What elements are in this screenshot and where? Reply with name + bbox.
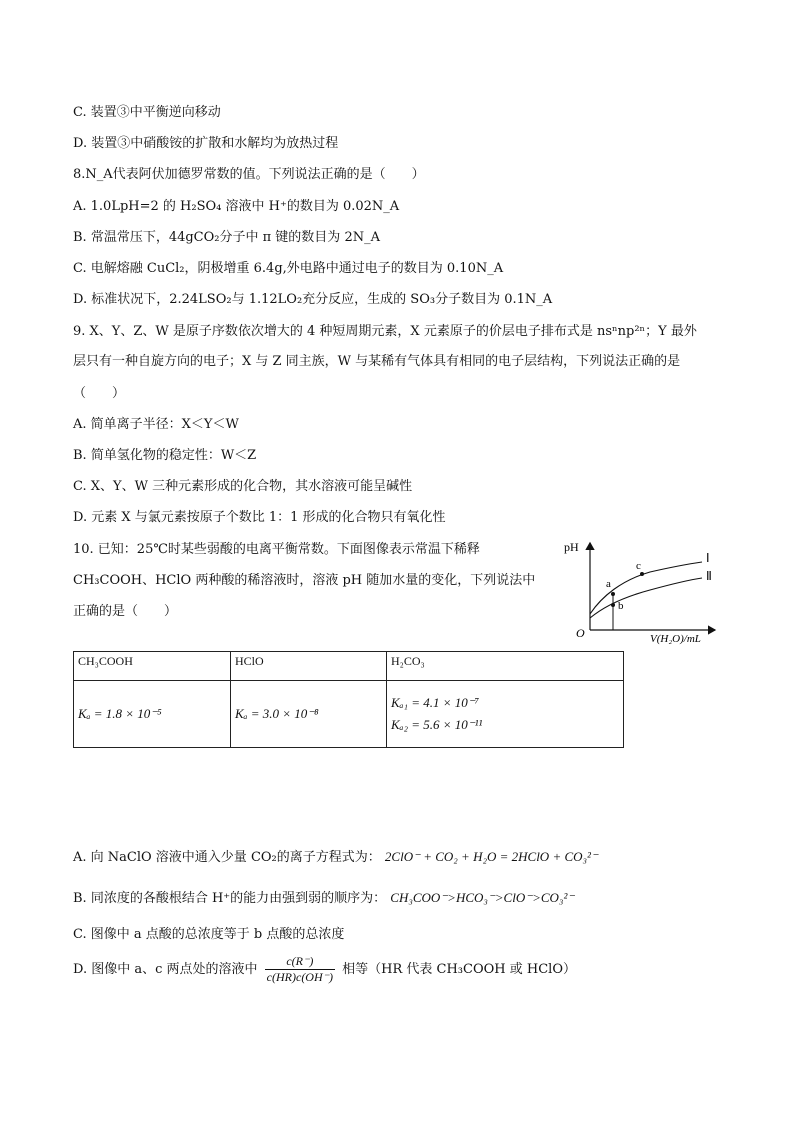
question-10-line1: 10. 已知：25℃时某些弱酸的电离平衡常数。下面图像表示常温下稀释 — [73, 542, 480, 557]
option-9d: D. 元素 X 与氯元素按原子个数比 1：1 形成的化合物只有氧化性 — [73, 510, 446, 525]
option-10c: C. 图像中 a 点酸的总浓度等于 b 点酸的总浓度 — [73, 927, 345, 942]
table-cell — [231, 681, 387, 748]
table-header-cell: HClO — [231, 652, 387, 681]
table-header-row — [74, 652, 624, 681]
concentration-fraction — [265, 954, 335, 985]
question-9-line3: （ ） — [73, 386, 126, 401]
option-8c: C. 电解熔融 CuCl₂，阴极增重 6.4g,外电路中通过电子的数目为 0.10N_A — [73, 261, 504, 276]
option-8b: B. 常温常压下，44gCO₂分子中 π 键的数目为 2N_A — [73, 230, 380, 245]
option-10b — [73, 889, 574, 908]
option-10a — [73, 848, 598, 867]
option-10b-text: B. 同浓度的各酸根结合 H⁺的能力由强到弱的顺序为： — [73, 891, 387, 906]
question-9-line1: 9. X、Y、Z、W 是原子序数依次增大的 4 种短周期元素，X 元素原子的价层电子排布式是 nsⁿnp²ⁿ；Y 最外 — [73, 324, 697, 339]
question-9-line2: 层只有一种自旋方向的电子；X 与 Z 同主族，W 与某稀有气体具有相同的电子层结构，下列说法正确的是 — [73, 354, 681, 369]
ka2-value: Kₐ₂ = 5.6 × 10⁻¹¹ — [391, 717, 483, 732]
curve-I-label: Ⅰ — [706, 551, 710, 565]
origin-label: O — [576, 626, 585, 640]
fraction-numerator: c(R⁻) — [265, 954, 335, 970]
option-10a-equation: 2ClO⁻ + CO₂ + H₂O = 2HClO + CO₃²⁻ — [384, 849, 598, 864]
table-row — [74, 681, 624, 748]
y-axis-label: pH — [564, 540, 579, 554]
option-10d — [73, 952, 576, 988]
ph-dilution-graph — [560, 538, 730, 653]
table-header-cell: H₂CO₃ — [387, 652, 624, 681]
question-8: 8.N_A代表阿伏加德罗常数的值。下列说法正确的是（ ） — [73, 167, 425, 182]
point-a-marker — [611, 592, 615, 596]
point-c-marker — [640, 572, 644, 576]
option-9b: B. 简单氢化物的稳定性：W＜Z — [73, 448, 257, 463]
option-9c: C. X、Y、W 三种元素形成的化合物，其水溶液可能呈碱性 — [73, 479, 413, 494]
ka1-value: Kₐ₁ = 4.1 × 10⁻⁷ — [391, 695, 480, 710]
option-7c: C. 装置③中平衡逆向移动 — [73, 105, 221, 120]
table-cell — [74, 681, 231, 748]
table-cell — [387, 681, 624, 748]
option-7d: D. 装置③中硝酸铵的扩散和水解均为放热过程 — [73, 136, 339, 151]
option-9a: A. 简单离子半径：X＜Y＜W — [73, 417, 239, 432]
option-10d-tail: 相等（HR 代表 CH₃COOH 或 HClO） — [342, 962, 576, 977]
question-10-line3: 正确的是（ ） — [73, 604, 178, 619]
option-10a-text: A. 向 NaClO 溶液中通入少量 CO₂的离子方程式为： — [73, 850, 381, 865]
ka-value: Kₐ = 1.8 × 10⁻⁵ — [78, 706, 162, 721]
table-header-cell: CH₃COOH — [74, 652, 231, 681]
point-c-label: c — [636, 560, 641, 572]
x-axis-label: V(H₂O)/mL — [650, 633, 701, 645]
option-10d-text: D. 图像中 a、c 两点处的溶液中 — [73, 962, 258, 977]
point-b-marker — [611, 603, 615, 607]
question-10-line2: CH₃COOH、HClO 两种酸的稀溶液时，溶液 pH 随加水量的变化，下列说法中 — [73, 573, 536, 588]
ka-value: Kₐ = 3.0 × 10⁻⁸ — [235, 706, 319, 721]
point-b-label: b — [618, 600, 624, 612]
option-10b-order: CH₃COO⁻>HCO₃⁻>ClO⁻>CO₃²⁻ — [390, 890, 575, 905]
option-8d: D. 标准状况下，2.24LSO₂与 1.12LO₂充分反应，生成的 SO₃分子数目为 0.1N_A — [73, 292, 553, 307]
option-8a: A. 1.0LpH=2 的 H₂SO₄ 溶液中 H⁺的数目为 0.02N_A — [73, 199, 400, 214]
ionization-constant-table — [73, 651, 624, 748]
curve-II-label: Ⅱ — [706, 569, 712, 583]
fraction-denominator: c(HR)c(OH⁻) — [266, 970, 333, 984]
point-a-label: a — [606, 578, 611, 590]
